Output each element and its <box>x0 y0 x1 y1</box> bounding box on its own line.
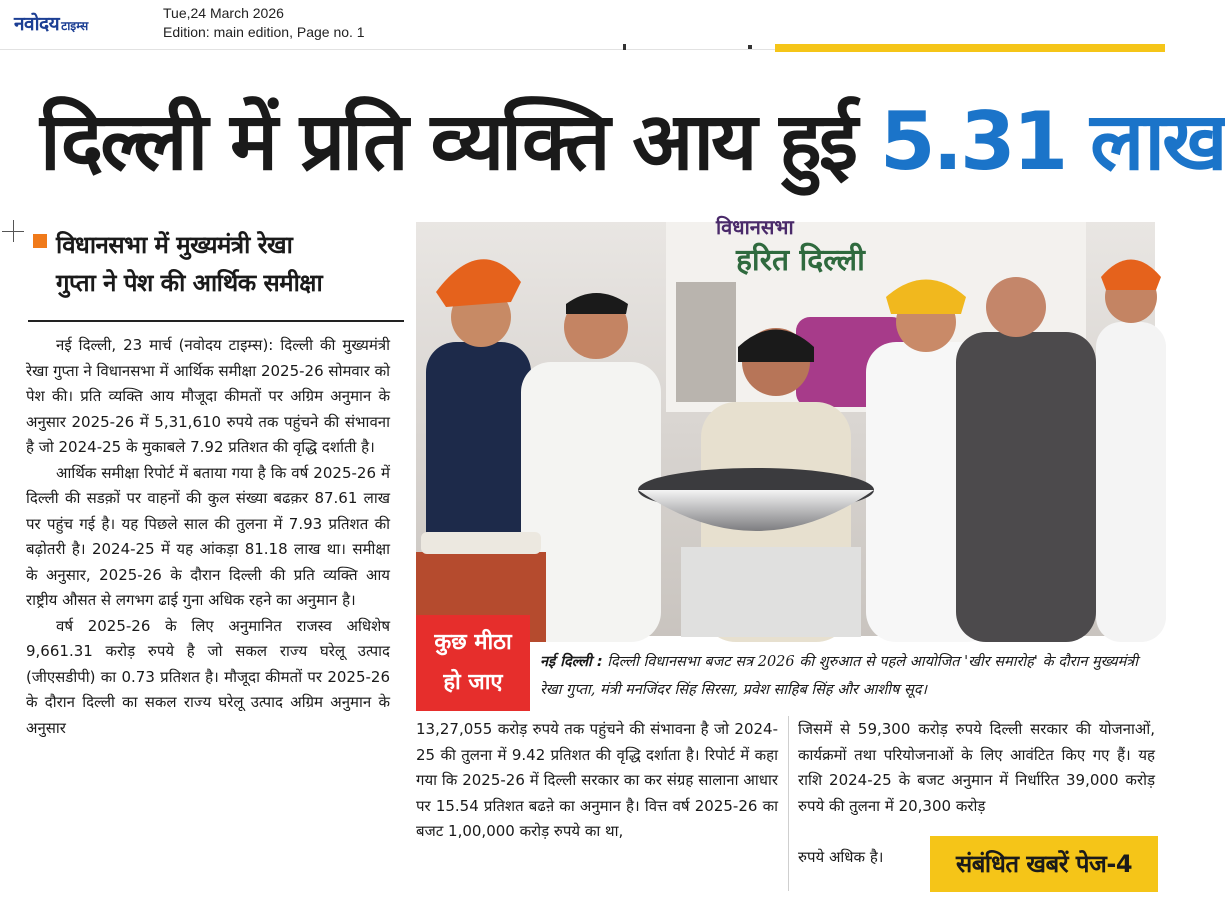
subhead-square-icon <box>33 234 47 248</box>
headline-blue-part: 5.31 लाख <box>879 95 1225 188</box>
page-mark <box>623 44 626 50</box>
logo-sub-text: टाइम्स <box>61 19 89 33</box>
article-column-3-tail: रुपये अधिक है। <box>798 848 884 866</box>
column-divider <box>788 716 789 891</box>
banner-text: हरित दिल्ली <box>736 243 865 278</box>
photo-badge-line-1: कुछ मीठा <box>434 630 512 655</box>
article-column-2-text: 13,27,055 करोड़ रुपये तक पहुंचने की संभावना है जो 2024-25 की तुलना में 9.42 प्रतिशत की वृद्धि दर्शाता है। रिपोर्ट में कहा गया कि 2025-26 में दिल्ली सरकार का कर संग्रह सालाना आधार पर 15.54 प्रतिशत बढऩे का अनुमान है। वित्त वर्ष 2025-26 का बजट 1,00,000 करोड़ रुपये का था, <box>416 720 778 840</box>
main-headline <box>40 86 1225 198</box>
photo-badge-line-2: हो जाए <box>443 670 503 695</box>
logo-main-text: नवोदय <box>14 13 60 35</box>
newspaper-logo[interactable] <box>14 10 88 36</box>
article-column-3-text: जिसमें से 59,300 करोड़ रुपये दिल्ली सरकार की योजनाओं, कार्यक्रमों तथा परियोजनाओं के लिए आवंटित किए गए हैं। यह राशि 2024-25 के बजट अनुमान में निर्धारित 39,000 करोड़ रुपये की तुलना में 20,300 करोड़ <box>798 720 1155 815</box>
photo-illustration <box>416 215 1155 636</box>
yellow-strip <box>775 44 1165 52</box>
news-photo[interactable] <box>416 215 1155 636</box>
subheading <box>56 226 396 302</box>
photo-caption <box>540 648 1155 704</box>
topbar <box>0 0 1165 50</box>
subhead-rule <box>28 320 404 322</box>
edition-date: Tue,24 March 2026 <box>163 5 284 21</box>
photo-badge <box>416 615 530 711</box>
article-paragraph-2: आर्थिक समीक्षा रिपोर्ट में बताया गया है कि वर्ष 2025-26 में दिल्ली की सडक़ों पर वाहनों की कुल संख्या बढक़र 87.61 लाख पर पहुंच गई है। यह पिछले साल की तुलना में 7.93 प्रतिशत की बढ़ोतरी है। 2024-25 में यह आंकड़ा 81.18 लाख था। समीक्षा के अनुसार, 2025-26 के दौरान दिल्ली की प्रति व्यक्ति आय राष्ट्रीय औसत से लगभग ढाई गुना अधिक रहने का अनुमान है। <box>26 463 390 609</box>
page-mark-dot <box>748 45 752 49</box>
caption-lead: नई दिल्ली : <box>540 654 603 670</box>
article-paragraph-3: वर्ष 2025-26 के लिए अनुमानित राजस्व अधिशेष 9,661.31 करोड़ रुपये है जो सकल राज्य घरेलू उत्पाद (जीएसडीपी) का 0.73 प्रतिशत है। मौजूदा कीमतों पर 2025-26 के दौरान दिल्ली का सकल राज्य घरेलू उत्पाद अग्रिम अनुमान के अनुसार <box>26 616 390 737</box>
article-column-2 <box>416 717 778 845</box>
related-news-box[interactable]: संबंधित खबरें पेज-4 <box>930 836 1158 892</box>
subheading-line-2: गुप्ता ने पेश की आर्थिक समीक्षा <box>56 269 323 297</box>
crosshair-icon-vertical <box>13 220 14 242</box>
article-paragraph-1: नई दिल्ली, 23 मार्च (नवोदय टाइम्स): दिल्ली की मुख्यमंत्री रेखा गुप्ता ने विधानसभा में आर्थिक समीक्षा 2025-26 सोमवार को पेश की। प्रति व्यक्ति आय मौजूदा कीमतों पर अग्रिम अनुमान के अनुसार 2025-26 में 5,31,610 रुपये तक पहुंचने की संभावना है जो 2024-25 के मुकाबले 7.92 प्रतिशत की वृद्धि दर्शाती है। <box>26 336 390 456</box>
article-column-3 <box>798 717 1155 819</box>
edition-info: Edition: main edition, Page no. 1 <box>163 24 365 40</box>
article-column-1 <box>26 333 390 741</box>
headline-black-part: दिल्ली में प्रति व्यक्ति आय हुई <box>40 95 856 188</box>
caption-text: दिल्ली विधानसभा बजट सत्र 2026 की शुरुआत से पहले आयोजित 'खीर समारोह' के दौरान मुख्यमंत्री रेखा गुप्ता, मंत्री मनजिंदर सिंह सिरसा, प्रवेश साहिब सिंह और आशीष सूद। <box>540 654 1139 698</box>
banner-top-text: विधानसभा <box>716 215 794 239</box>
edition-meta <box>163 4 365 42</box>
subheading-line-1: विधानसभा में मुख्यमंत्री रेखा <box>56 231 293 259</box>
